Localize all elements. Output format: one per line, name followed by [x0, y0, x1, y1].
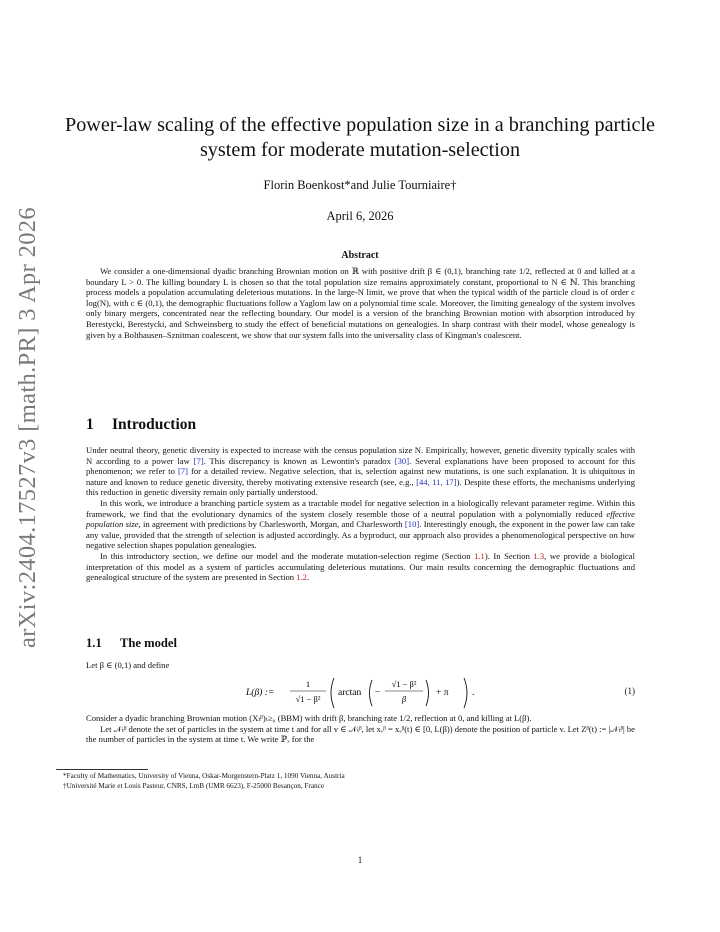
abstract-heading: Abstract [341, 250, 379, 261]
svg-text:.: . [472, 688, 475, 698]
subsection-heading [86, 636, 177, 651]
footnote-rule [56, 769, 148, 770]
footnote-1: *Faculty of Mathematics, University of Vienna, Oskar-Morgenstern-Platz 1, 1090 Vienna, Austria [63, 772, 345, 780]
model-paragraph-1: Consider a dyadic branching Brownian motion (Xₜᵝ)ₜ≥₀ (BBM) with drift β, branching rate 1/2, reflection at 0, and killing at L(β). [86, 713, 532, 723]
svg-text:1: 1 [305, 679, 311, 689]
intro-paragraph-2: In this work, we introduce a branching particle system as a tractable model for negative selection in a biologically relevant parameter regime. Within this framework, we find that the evolutionary dynamics of the system closely resemble those of a neutral population with a polynomially reduced effective population size, in agreement with predictions by Charlesworth, Morgan, and Charlesworth [10]. Interestingly enough, the exponent in the power law can take any value, provided that the strength of selection is adjusted accordingly. As a byproduct, our approach also provides a phenomenological perspective on how negative selection shapes population genealogies. [86, 497, 635, 551]
section-heading [86, 416, 196, 434]
subsection-number: 1.1 [86, 636, 102, 650]
equation-number: (1) [624, 686, 635, 696]
subsection-title: The model [120, 636, 178, 650]
svg-text:−: − [375, 688, 381, 698]
intro-paragraph-3: In this introductory section, we define our model and the moderate mutation-selection regime (Section 1.1). In Section 1.3, we provide a biological interpretation of this model as a system of particles accumulating deleterious mutations. Our main results concerning the demographic fluctuations and genealogical structure of the system are presented in Section 1.2. [86, 550, 635, 583]
section-link[interactable]: 1.1 [474, 550, 485, 561]
equation-1 [86, 676, 635, 708]
intro-text [86, 445, 635, 583]
section-link[interactable]: 1.2 [296, 572, 307, 583]
paper-date: April 6, 2026 [326, 209, 394, 223]
page-number: 1 [357, 855, 363, 865]
model-text [86, 713, 635, 745]
svg-text:arctan: arctan [338, 688, 362, 698]
footnote-2: †Université Marie et Louis Pasteur, CNRS, LmB (UMR 6623), F-25000 Besançon, France [63, 782, 325, 790]
citation-link[interactable]: [44, 11, 17] [416, 476, 457, 487]
section-link[interactable]: 1.3 [533, 550, 545, 561]
model-paragraph-2: Let 𝒩ₜᵝ denote the set of particles in the system at time t and for all v ∈ 𝒩ₜᵝ, let xᵥᵝ = xᵥᵝ(t) ∈ [0, L(β)) denote the position of particle v. Let Zᵝ(t) := |𝒩ₜᵝ| be the number of particles in the system at time t. We write ℙₓ for the [86, 723, 635, 745]
svg-text:+ π: + π [436, 688, 449, 698]
svg-text:√1 − β²: √1 − β² [391, 679, 417, 689]
paper-title: Power-law scaling of the effective population size in a branching particle system for moderate mutation-selection [64, 114, 656, 161]
equation-formula [246, 676, 526, 710]
citation-link[interactable]: [30] [394, 455, 410, 466]
model-lead: Let β ∈ (0,1) and define [86, 660, 170, 670]
svg-text:√1 − β²: √1 − β² [295, 694, 321, 704]
intro-paragraph-1: Under neutral theory, genetic diversity is expected to increase with the census population size N. Empirically, however, genetic diversity typically scales with N according to a power law [7]. This discrepancy is known as Lewontin's paradox [30]. Several explanations have been proposed to account for this phenomenon; we refer to [7] for a detailed review. Negative selection, that is, selection against new mutations, is one such explanation. It is ubiquitous in nature and known to reduce genetic diversity, thereby motivating extensive research (see, e.g., [44, 11, 17]). Despite these efforts, the mechanisms underlying this reduction in genetic diversity remain only partially understood. [86, 445, 635, 498]
svg-text:L(β) :=: L(β) := [246, 688, 275, 698]
citation-link[interactable]: [7] [177, 466, 188, 477]
paper-authors: Florin Boenkost*and Julie Tourniaire† [263, 178, 457, 192]
svg-text:β: β [401, 694, 407, 704]
section-number: 1 [86, 416, 94, 433]
abstract-text: We consider a one-dimensional dyadic branching Brownian motion on ℝ with positive drift β ∈ (0,1), branching rate 1/2, reflected at 0 and killed at a boundary L > 0. The killing boundary L is chosen so that the total population size remains approximately constant, proportional to N ∈ ℕ. This branching process models a population accumulating deleterious mutations. In the large-N limit, we prove that when the typical width of the particle cloud is of order c log(N), with c ∈ (0,1), the demographic fluctuations follow a Yaglom law on a polynomial time scale. Moreover, the limiting genealogy of the system involves only binary mergers, concentrated near the reflecting boundary. Our model is a version of the branching Brownian motion with absorption introduced by Berestycki, Berestycki, and Schweinsberg to study the effect of beneficial mutations on genealogies. In sharp contrast with their model, whose genealogy is given by a Bolthausen–Sznitman coalescent, we show that our system falls into the universality class of Kingman's coalescent. [86, 266, 635, 340]
citation-link[interactable]: [10] [404, 519, 420, 530]
arxiv-stamp-text: arXiv:2404.17527v3 [math.PR] 3 Apr 2026 [14, 206, 41, 648]
citation-link[interactable]: [7] [193, 455, 204, 466]
section-title: Introduction [112, 416, 197, 433]
